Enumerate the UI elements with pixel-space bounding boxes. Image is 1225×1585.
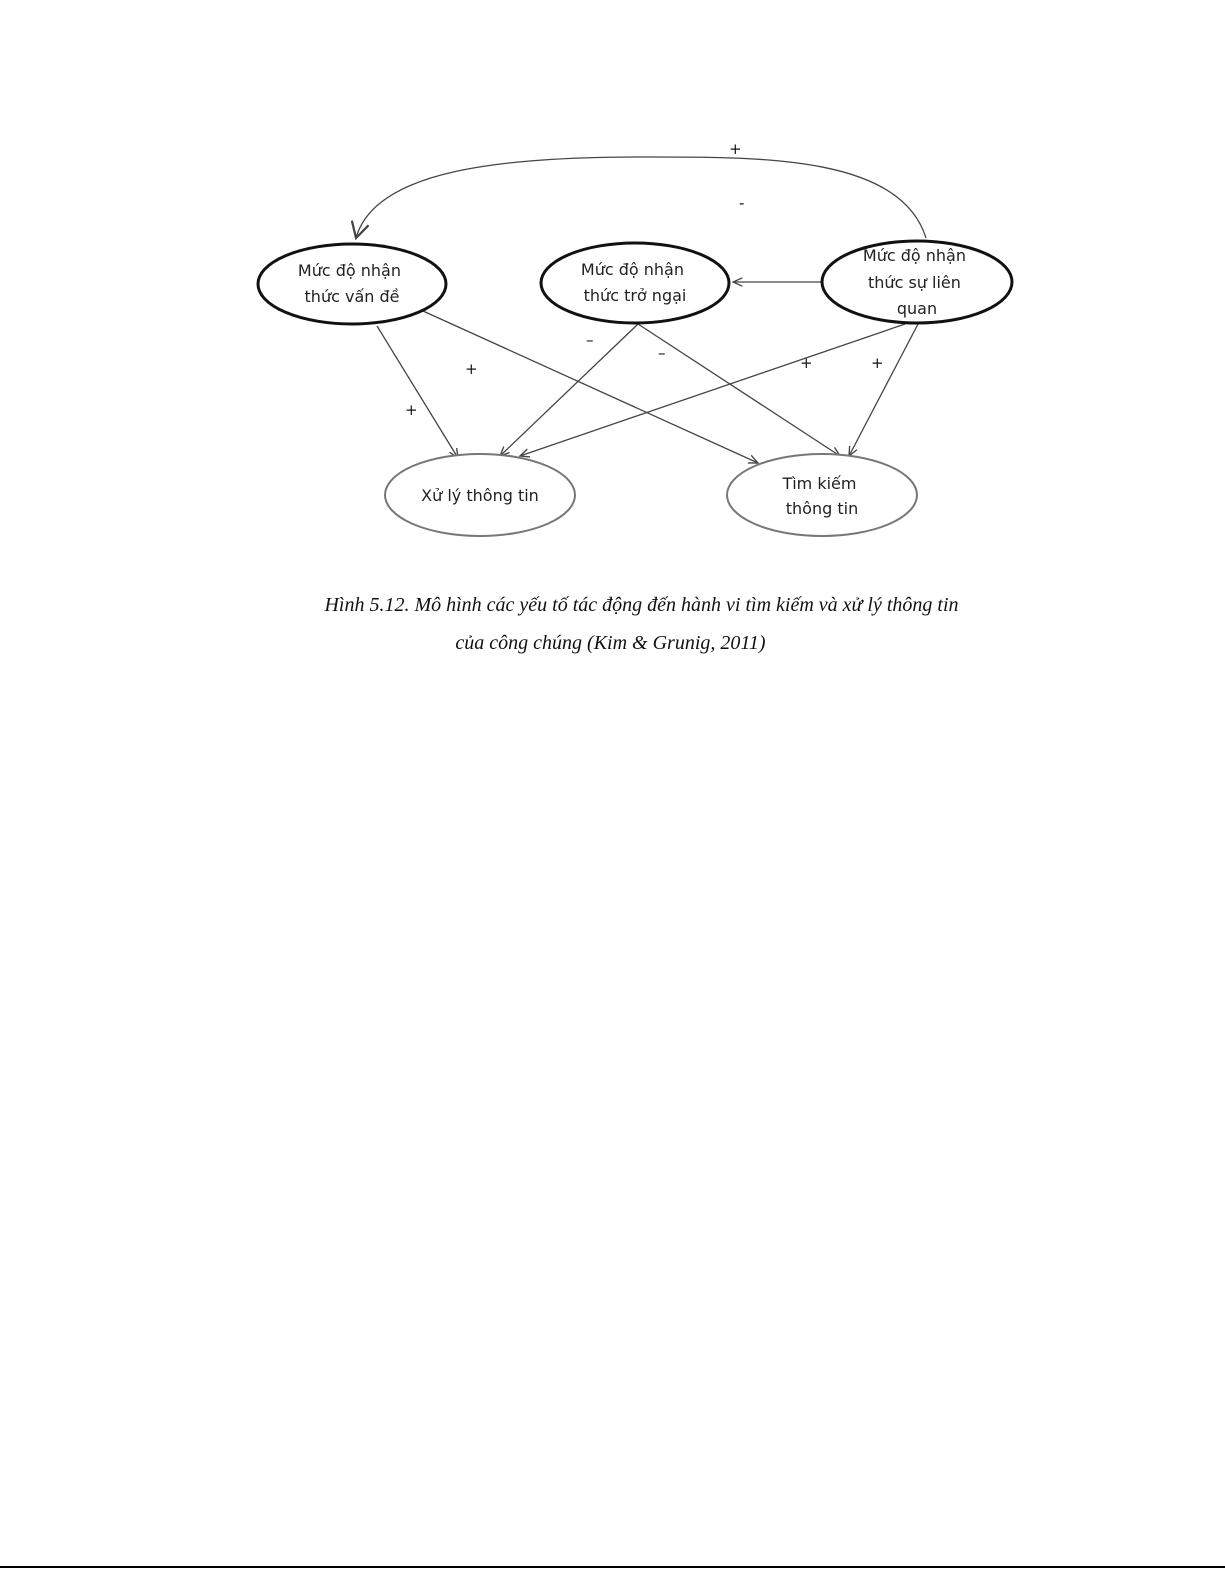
node-problem-line-1: Mức độ nhận — [297, 261, 401, 280]
node-processing-line-1: Xử lý thông tin — [421, 486, 539, 505]
edge-problem-to-processing — [377, 326, 458, 458]
node-involvement-line-1: Mức độ nhận — [862, 246, 966, 265]
edge-constraint-to-processing — [500, 324, 638, 456]
edge-involvement-to-seeking — [849, 324, 918, 456]
node-seeking-line-1: Tìm kiếm — [782, 474, 857, 493]
node-constraint-recognition — [541, 243, 729, 323]
node-problem-recognition — [258, 244, 446, 324]
node-information-processing — [385, 454, 575, 536]
node-constraint-line-1: Mức độ nhận — [580, 260, 684, 279]
node-problem-line-2: thức vấn đề — [304, 287, 400, 306]
sign-arc-plus: + — [729, 140, 742, 158]
svg-text:Xử lý thông tin — [421, 486, 539, 505]
node-involvement-recognition — [822, 241, 1012, 323]
sign-arc-minus: - — [739, 194, 745, 212]
edge-involvement-to-problem — [356, 157, 926, 238]
figure-caption-line-2: của công chúng (Kim & Grunig, 2011) — [455, 632, 766, 654]
node-involvement-line-2: thức sự liên — [868, 273, 961, 292]
sign-involvement-to-processing: + — [800, 354, 813, 372]
sign-constraint-to-seeking: – — [658, 344, 666, 362]
node-seeking-line-2: thông tin — [785, 499, 859, 518]
figure-caption-line-1: Hình 5.12. Mô hình các yếu tố tác động đến hành vi tìm kiếm và xử lý thông tin — [324, 594, 959, 616]
node-constraint-line-2: thức trở ngại — [583, 286, 687, 305]
node-information-seeking — [727, 454, 917, 536]
sign-problem-to-processing: + — [405, 401, 418, 419]
sign-problem-to-seeking: + — [465, 360, 478, 378]
sign-constraint-to-processing: – — [586, 331, 594, 349]
node-involvement-line-3: quan — [896, 299, 938, 318]
edge-involvement-to-processing — [520, 324, 905, 456]
sign-involvement-to-seeking: + — [871, 354, 884, 372]
page-bottom-rule — [0, 1566, 1225, 1568]
edge-constraint-to-seeking — [638, 324, 840, 456]
